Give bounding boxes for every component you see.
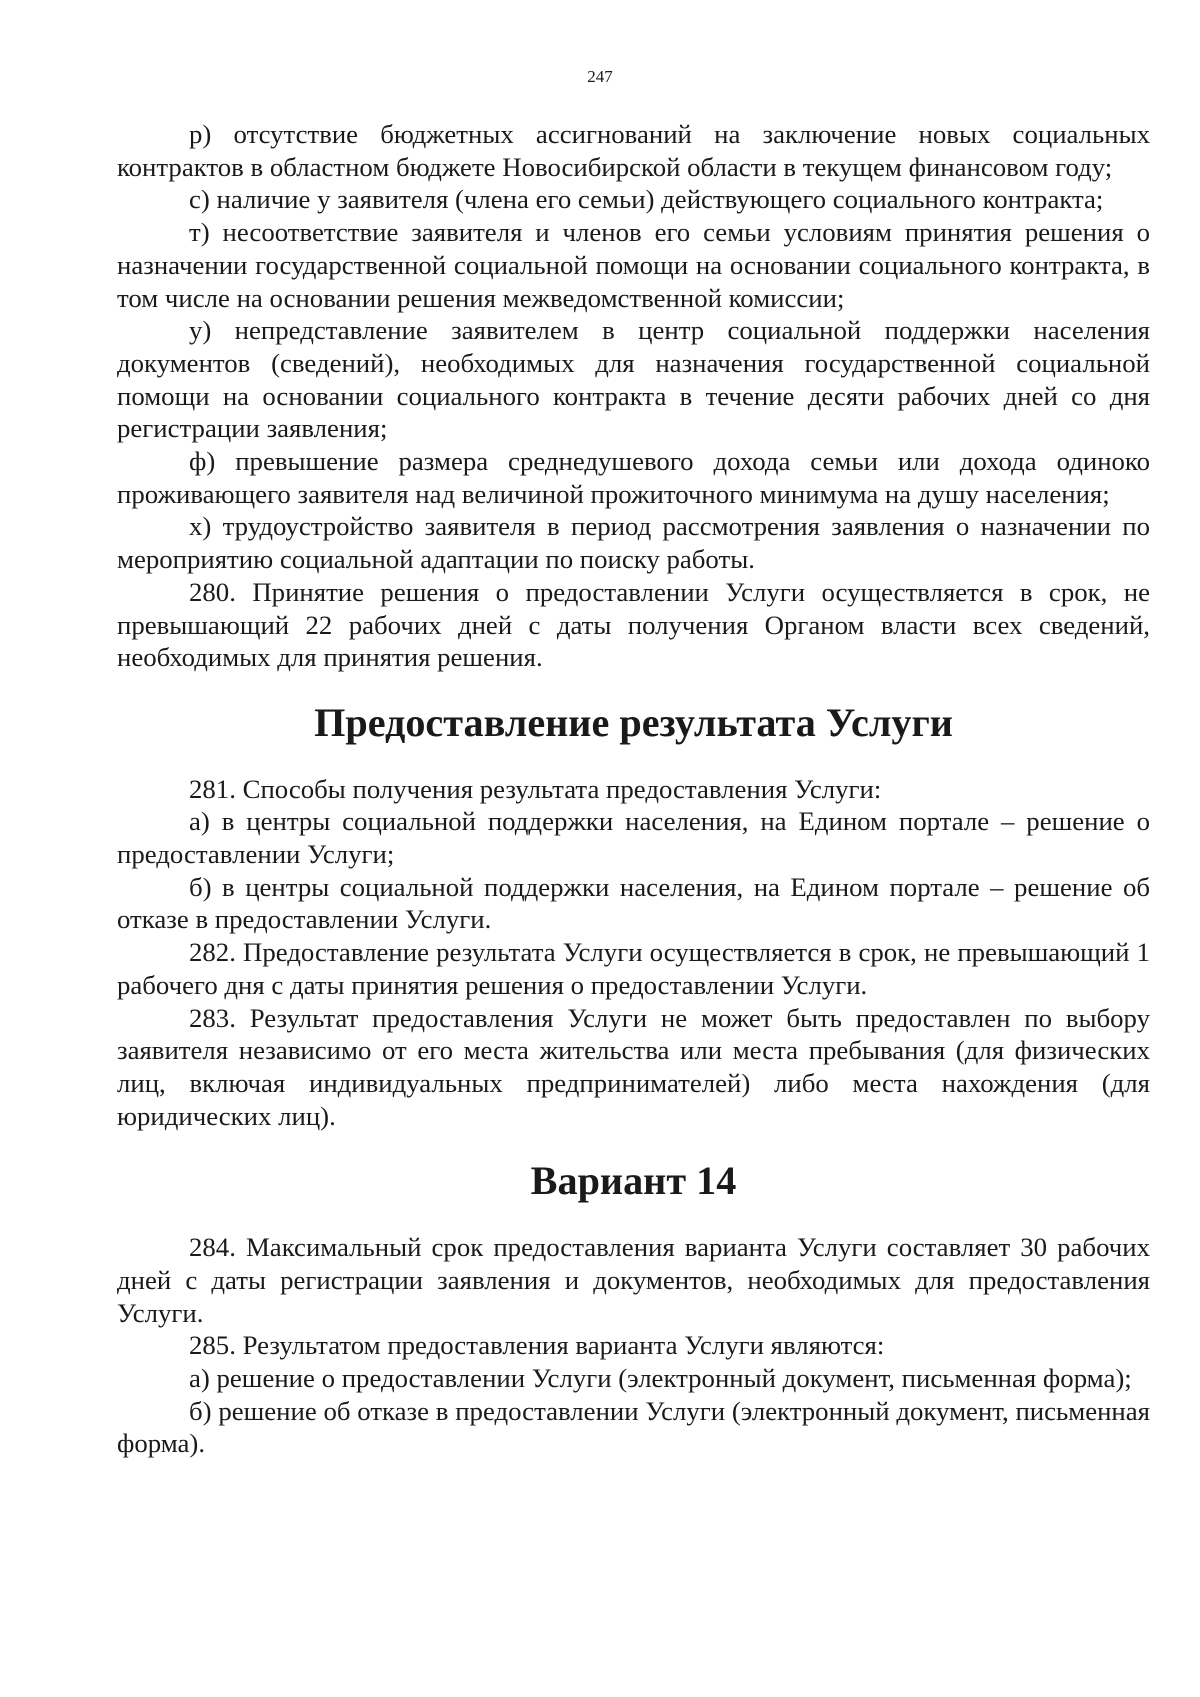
clause-282: 282. Предоставление результата Услуги осуществляется в срок, не превышающий 1 рабочего дня с даты принятия решения о предоставлении Услуги.	[117, 937, 1150, 1000]
section-heading-variant-14: Вариант 14	[530, 1158, 737, 1204]
item-kh: х) трудоустройство заявителя в период рассмотрения заявления о назначении по мероприятию социальной адаптации по поиску работы.	[117, 511, 1150, 575]
clause-285-a: а) решение о предоставлении Услуги (электронный документ, письменная форма);	[189, 1362, 1132, 1393]
item-t: т) несоответствие заявителя и членов его семьи условиям принятия решения о назначении государственной социальной помощи на основании социального контракта, в том числе на основании решения межведомственной комиссии;	[117, 217, 1150, 313]
document-body	[117, 118, 1150, 1460]
section-heading-result: Предоставление результата Услуги	[314, 699, 953, 745]
clause-285: 285. Результатом предоставления варианта Услуги являются:	[189, 1330, 885, 1361]
item-f: ф) превышение размера среднедушевого дохода семьи или дохода одиноко проживающего заявителя над величиной прожиточного минимума на душу населения;	[117, 446, 1150, 509]
clause-283: 283. Результат предоставления Услуги не может быть предоставлен по выбору заявителя независимо от его места жительства или места пребывания (для физических лиц, включая индивидуальных предпринимателей) либо места нахождения (для юридических лиц).	[117, 1002, 1150, 1131]
item-r: р) отсутствие бюджетных ассигнований на заключение новых социальных контрактов в областном бюджете Новосибирской области в текущем финансовом году;	[117, 119, 1150, 182]
clause-281: 281. Способы получения результата предоставления Услуги:	[189, 773, 882, 804]
page-number: 247	[587, 67, 613, 86]
clause-284: 284. Максимальный срок предоставления варианта Услуги составляет 30 рабочих дней с даты регистрации заявления и документов, необходимых для предоставления Услуги.	[117, 1232, 1150, 1328]
clause-281-b: б) в центры социальной поддержки населения, на Едином портале – решение об отказе в предоставлении Услуги.	[117, 871, 1150, 935]
clause-281-a: а) в центры социальной поддержки населения, на Едином портале – решение о предоставлении Услуги;	[117, 806, 1150, 870]
item-s: с) наличие у заявителя (члена его семьи) действующего социального контракта;	[189, 184, 1104, 215]
item-u: у) непредставление заявителем в центр социальной поддержки населения документов (сведений), необходимых для назначения государственной социальной помощи на основании социального контракта в течение десяти рабочих дней со дня регистрации заявления;	[117, 315, 1150, 444]
clause-280: 280. Принятие решения о предоставлении Услуги осуществляется в срок, не превышающий 22 рабочих дней с даты получения Органом власти всех сведений, необходимых для принятия решения.	[117, 576, 1150, 673]
clause-285-b: б) решение об отказе в предоставлении Услуги (электронный документ, письменная форма).	[117, 1395, 1150, 1459]
